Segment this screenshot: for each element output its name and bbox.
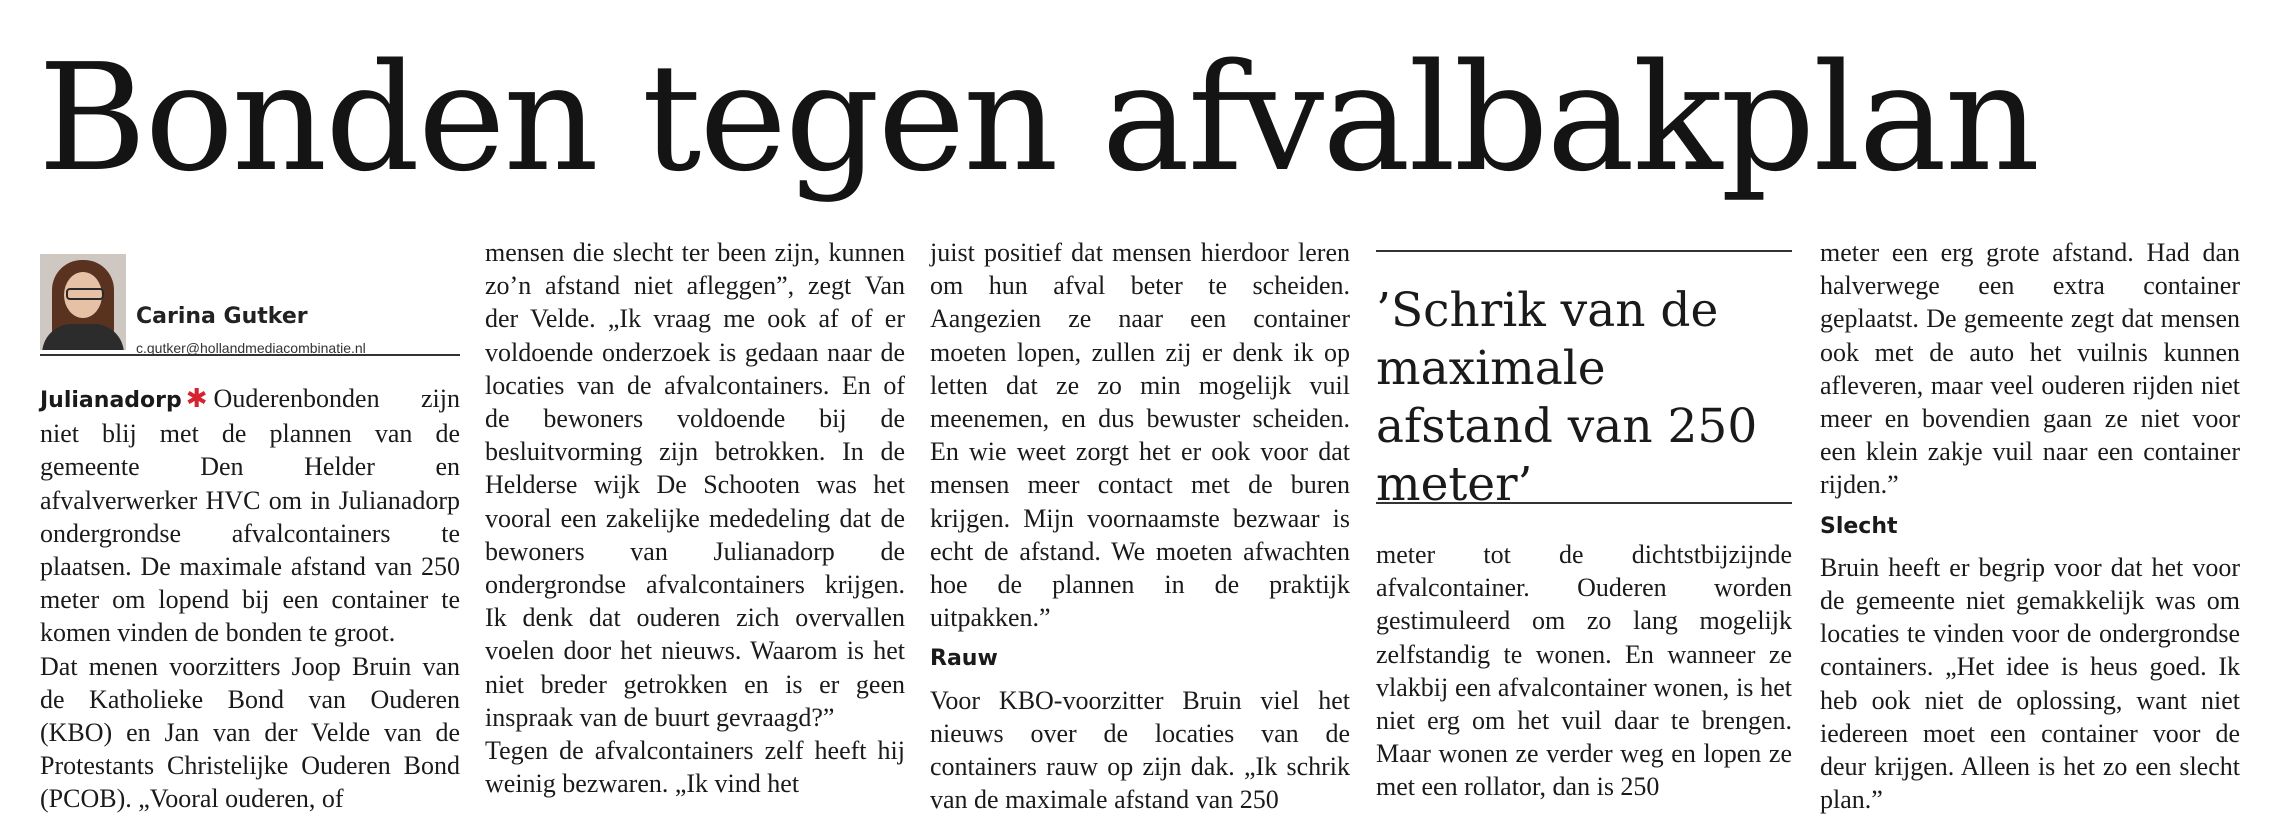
article-column-4: [1376, 538, 1792, 804]
paragraph: Voor KBO-voorzitter Bruin viel het nieuws over de locaties van de containers rauw op zijn dak. „Ik schrik van de maximale afstand van 250: [930, 685, 1350, 815]
pull-quote-box: [1376, 250, 1792, 512]
asterisk-icon: ✱: [185, 384, 208, 414]
author-email: c.gutker@hollandmediacombinatie.nl: [136, 340, 366, 356]
article-column-2: [485, 236, 905, 800]
author-portrait-icon: [40, 254, 126, 350]
pull-quote: ’Schrik van de maximale afstand van 250 meter’: [1376, 283, 1758, 512]
paragraph: juist positief dat mensen hierdoor leren om hun afval beter te scheiden. Aangezien ze naar een container moeten lopen, zullen zij er denk ik op letten dat ze zo min mogelijk vuil meenemen, en dus bewuster scheiden. En wie weet zorgt het er ook voor dat mensen meer contact met de buren krijgen. Mijn voornaamste bezwaar is echt de afstand. We moeten afwachten hoe de plannen in de praktijk uitpakken.”: [930, 238, 1350, 633]
subheading-slecht: Slecht: [1820, 513, 1898, 539]
paragraph: Tegen de afvalcontainers zelf heeft hij weinig bezwaren. „Ik vind het: [485, 736, 905, 799]
subheading-rauw: Rauw: [930, 646, 998, 672]
author-name: Carina Gutker: [136, 304, 308, 329]
article-column-3: [930, 236, 1350, 816]
paragraph: meter een erg grote afstand. Had dan halverwege een extra container geplaatst. De gemeente zegt dat mensen ook met de auto het vuilnis kunnen afleveren, maar veel ouderen rijden niet meer en bovendien gaan ze niet voor een klein zakje vuil naar een container rijden.”: [1820, 238, 2240, 500]
byline: [40, 236, 460, 356]
headline: Bonden tegen afvalbakplan: [38, 32, 2039, 204]
paragraph: meter tot de dichtstbijzijnde afvalcontainer. Ouderen worden gestimuleerd om zo lang mogelijk zelfstandig te wonen. En wanneer ze vlakbij een afvalcontainer wonen, is het niet erg om het vuil daar te brengen. Maar wonen ze verder weg en lopen ze met een rollator, dan is 250: [1376, 540, 1792, 802]
paragraph-text: Ouderenbonden zijn niet blij met de plannen van de gemeente Den Helder en afvalverwerker HVC om in Julianadorp ondergrondse afvalcontainers te plaatsen. De maximale afstand van 250 meter om lopend bij een container te komen vinden de bonden te groot.: [40, 384, 460, 648]
article-column-5: [1820, 236, 2240, 816]
dateline: Julianadorp: [40, 388, 182, 413]
paragraph: [40, 382, 460, 650]
paragraph: Bruin heeft er begrip voor dat het voor de gemeente niet gemakkelijk was om locaties te vinden voor de ondergrondse containers. „Het idee is heus goed. Ik heb ook niet de oplossing, want niet iedereen moet een container voor de deur krijgen. Alleen is het zo een slecht plan.”: [1820, 552, 2240, 815]
paragraph: mensen die slecht ter been zijn, kunnen zo’n afstand niet afleggen”, zegt Van der Velde. „Ik vraag me ook af of er voldoende onderzoek is gedaan naar de locaties van de afvalcontainers. En of de bewoners voldoende bij de besluitvorming zijn betrokken. In de Helderse wijk De Schooten was het vooral een zakelijke mededeling dat de bewoners van Julianadorp de ondergrondse afvalcontainers krijgen. Ik denk dat ouderen zich overvallen voelen door het nieuws. Waarom is het niet breder getrokken en is er geen inspraak van de buurt gevraagd?”: [485, 238, 905, 732]
article-column-1: [40, 236, 460, 816]
paragraph: Dat menen voorzitters Joop Bruin van de Katholieke Bond van Ouderen (KBO) en Jan van der Velde van de Protestants Christelijke Ouderen Bond (PCOB). „Vooral ouderen, of: [40, 651, 460, 814]
